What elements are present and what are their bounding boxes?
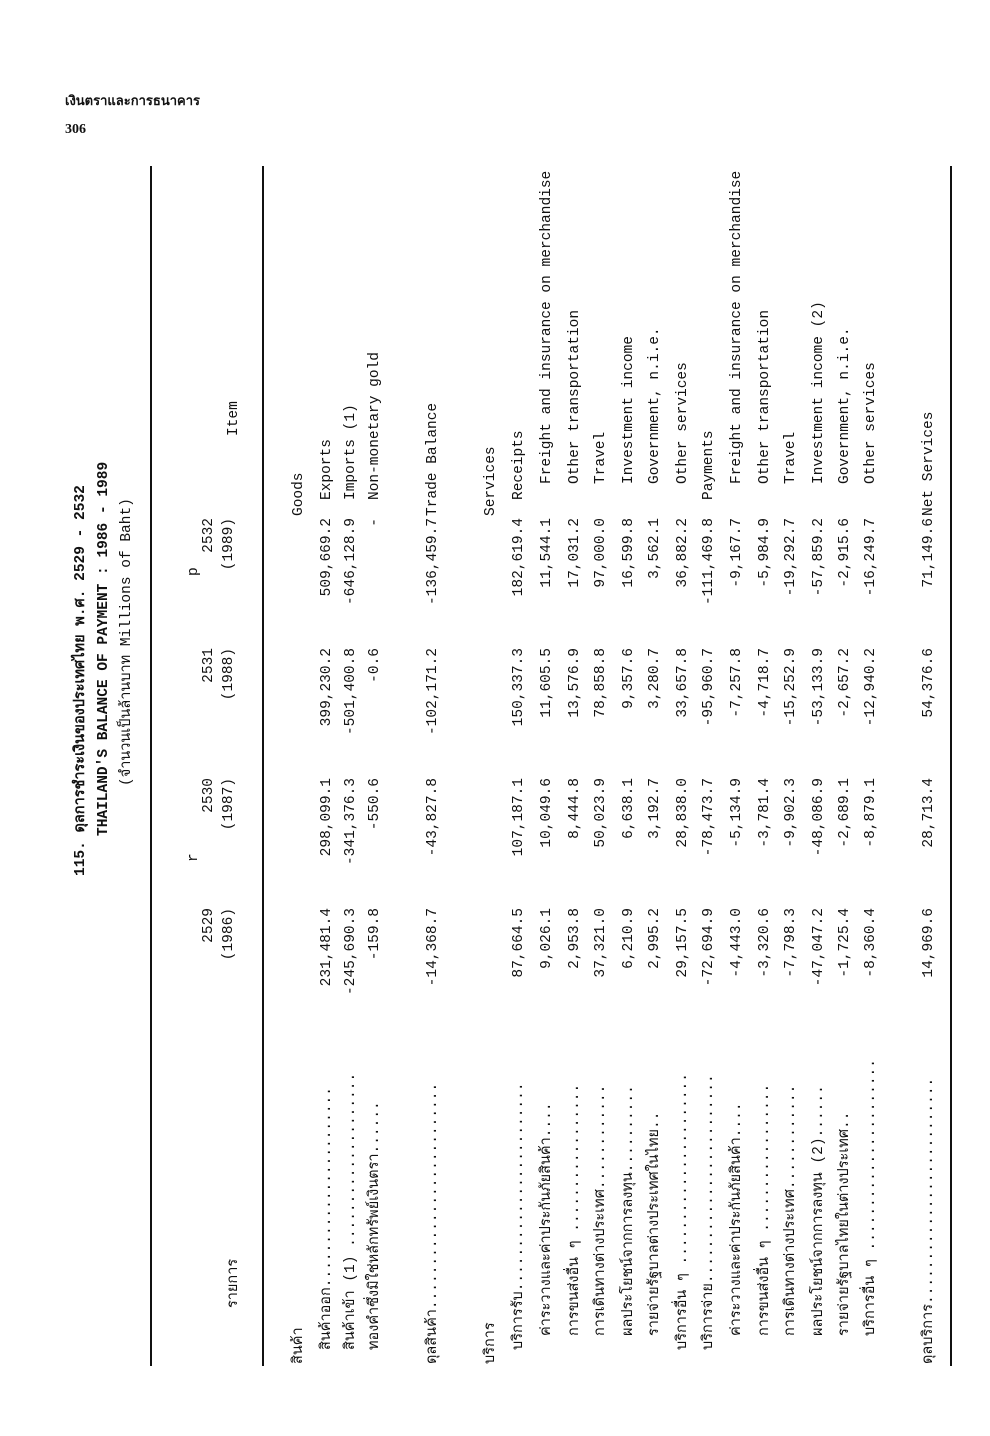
row-value: -7,257.8 <box>729 648 745 718</box>
row-value: 6,210.9 <box>621 908 637 969</box>
row-value: -47,047.2 <box>811 908 827 987</box>
row-label-en: Other services <box>863 362 879 484</box>
page-number: 306 <box>65 122 86 137</box>
row-value: 399,230.2 <box>319 648 335 727</box>
row-label-en: Freight and insurance on merchandise <box>729 170 745 484</box>
row-label-en: Government, n.i.e. <box>647 327 663 484</box>
row-value: -9,902.3 <box>783 778 799 848</box>
row-value: -48,086.9 <box>811 778 827 857</box>
row-value: 10,049.6 <box>539 778 555 848</box>
top-rule <box>150 166 152 1366</box>
year-ce-2: (1987) <box>221 778 237 831</box>
row-value: -4,718.7 <box>757 648 773 718</box>
row-value: -2,657.2 <box>837 648 853 718</box>
row-value: -15,252.9 <box>783 648 799 727</box>
row-label-en: Travel <box>593 431 609 484</box>
row-value: - <box>367 518 383 527</box>
row-value: 9,026.1 <box>539 908 555 969</box>
row-label-th: การเดินทางต่างประเทศ............ <box>783 1084 799 1336</box>
row-label-th: บริการอื่น ๆ ...................... <box>863 1059 879 1336</box>
row-label-en: Other transportation <box>757 309 773 484</box>
row-value: 3,562.1 <box>647 518 663 579</box>
row-value: -2,689.1 <box>837 778 853 848</box>
row-label-th: บริการอื่น ๆ ...................... <box>675 1073 691 1350</box>
row-label-en: Other services <box>675 362 691 484</box>
row-label-en: Payments <box>701 430 717 500</box>
row-value: -102,171.2 <box>425 648 441 736</box>
row-label-th: ผลประโยชน์จากการลงทุน (2)...... <box>811 1085 827 1336</box>
row-value: 50,023.9 <box>593 778 609 848</box>
row-value: 37,321.0 <box>593 908 609 978</box>
row-value: -0.6 <box>367 648 383 683</box>
row-label-th: ผลประโยชน์จากการลงทุน.......... <box>621 1085 637 1336</box>
row-value: -4,443.0 <box>729 908 745 978</box>
row-value: 2,995.2 <box>647 908 663 969</box>
row-label-th: รายจ่ายรัฐบาลต่างประเทศในไทย.. <box>647 1111 663 1336</box>
year-be-4: 2532 <box>201 518 217 553</box>
row-label-en: Travel <box>783 431 799 484</box>
row-value: 107,187.1 <box>511 778 527 857</box>
row-value: -8,360.4 <box>863 908 879 978</box>
row-value: -8,879.1 <box>863 778 879 848</box>
col-item-en: Item <box>226 401 242 436</box>
row-label-th: สินค้า <box>291 1327 307 1364</box>
row-label-th: สินค้าออก....................... <box>319 1087 335 1350</box>
row-value: -16,249.7 <box>863 518 879 597</box>
row-label-th: ค่าระวางและค่าประกันภัยสินค้า.... <box>729 1102 745 1336</box>
row-value: -43,827.8 <box>425 778 441 857</box>
row-label-th: ทองคำซึ่งมิใช่หลักทรัพย์เงินตรา...... <box>367 1101 383 1350</box>
row-value: 13,576.9 <box>567 648 583 718</box>
row-value: -5,984.9 <box>757 518 773 588</box>
row-value: -3,781.4 <box>757 778 773 848</box>
row-value: 298,099.1 <box>319 778 335 857</box>
row-value: 16,599.8 <box>621 518 637 588</box>
row-value: -111,469.8 <box>701 518 717 606</box>
row-value: 3,192.7 <box>647 778 663 839</box>
year-ce-3: (1988) <box>221 648 237 701</box>
row-label-th: บริการรับ........................ <box>511 1082 527 1350</box>
row-label-en: Services <box>483 446 499 516</box>
row-value: -3,320.6 <box>757 908 773 978</box>
row-label-th: บริการ <box>483 1322 499 1364</box>
year-be-2: 2530 <box>201 778 217 813</box>
row-label-th: ดุลสินค้า.......................... <box>425 1082 441 1364</box>
row-label-en: Goods <box>291 472 307 516</box>
row-value: 6,638.1 <box>621 778 637 839</box>
row-value: 11,544.1 <box>539 518 555 588</box>
row-value: 33,657.8 <box>675 648 691 718</box>
r-mark: r <box>186 853 202 862</box>
row-label-th: การขนส่งอื่น ๆ ................. <box>757 1083 773 1336</box>
row-value: 97,000.0 <box>593 518 609 588</box>
row-value: -7,798.3 <box>783 908 799 978</box>
row-label-th: ค่าระวางและค่าประกันภัยสินค้า.... <box>539 1102 555 1336</box>
row-value: -72,694.9 <box>701 908 717 987</box>
p-mark: p <box>186 567 202 576</box>
row-label-en: Investment income (2) <box>811 301 827 484</box>
row-value: 54,376.6 <box>921 648 937 718</box>
row-value: -5,134.9 <box>729 778 745 848</box>
row-label-en: Non-monetary gold <box>367 352 383 500</box>
row-value: 36,882.2 <box>675 518 691 588</box>
row-value: -550.6 <box>367 778 383 831</box>
row-value: 28,838.0 <box>675 778 691 848</box>
row-label-en: Other transportation <box>567 309 583 484</box>
year-be-3: 2531 <box>201 648 217 683</box>
row-value: 2,953.8 <box>567 908 583 969</box>
row-value: 8,444.8 <box>567 778 583 839</box>
row-value: 78,858.8 <box>593 648 609 718</box>
row-label-en: Investment income <box>621 336 637 484</box>
row-value: -136,459.7 <box>425 518 441 606</box>
row-value: -159.8 <box>367 908 383 961</box>
row-value: -19,292.7 <box>783 518 799 597</box>
row-value: -14,368.7 <box>425 908 441 987</box>
row-value: 509,669.2 <box>319 518 335 597</box>
row-label-en: Net Services <box>921 411 937 516</box>
rotated-table <box>0 136 990 1436</box>
row-value: 182,619.4 <box>511 518 527 597</box>
page-header-title: เงินตราและการธนาคาร <box>65 94 200 109</box>
row-label-en: Receipts <box>511 430 527 500</box>
row-value: -78,473.7 <box>701 778 717 857</box>
row-value: 17,031.2 <box>567 518 583 588</box>
row-value: -9,167.7 <box>729 518 745 588</box>
row-value: 28,713.4 <box>921 778 937 848</box>
row-value: 150,337.3 <box>511 648 527 727</box>
row-label-en: Freight and insurance on merchandise <box>539 170 555 484</box>
row-value: -57,859.2 <box>811 518 827 597</box>
row-value: 11,605.5 <box>539 648 555 718</box>
bottom-rule <box>950 166 952 1366</box>
row-value: -53,133.9 <box>811 648 827 727</box>
row-label-th: บริการจ่าย........................ <box>701 1074 717 1350</box>
row-value: -341,376.3 <box>343 778 359 866</box>
row-value: 14,969.6 <box>921 908 937 978</box>
year-ce-1: (1986) <box>221 908 237 961</box>
year-ce-4: (1989) <box>221 518 237 571</box>
row-value: -12,940.2 <box>863 648 879 727</box>
row-value: -1,725.4 <box>837 908 853 978</box>
row-label-th: สินค้าเข้า (1) .................... <box>343 1072 359 1350</box>
row-label-th: การขนส่งอื่น ๆ ................. <box>567 1083 583 1336</box>
row-label-th: รายจ่ายรัฐบาลไทยในต่างประเทศ.. <box>837 1111 853 1336</box>
table-title-en: THAILAND'S BALANCE OF PAYMENT : 1986 - 1989 <box>96 461 112 836</box>
row-value: -501,400.8 <box>343 648 359 736</box>
col-item-th: รายการ <box>226 1258 242 1308</box>
row-value: -95,960.7 <box>701 648 717 727</box>
row-value: 71,149.6 <box>921 518 937 588</box>
row-label-en: Government, n.i.e. <box>837 327 853 484</box>
year-be-1: 2529 <box>201 908 217 943</box>
row-label-th: ดุลบริการ.......................... <box>921 1077 937 1364</box>
table-title-th: 115. ดุลการชำระเงินของประเทศไทย พ.ศ. 2529 - 2532 <box>73 485 89 876</box>
table-unit: (จำนวนเป็นล้านบาท Millions of Baht) <box>119 498 135 786</box>
row-value: -2,915.6 <box>837 518 853 588</box>
header-rule <box>262 166 264 1366</box>
row-value: -646,128.9 <box>343 518 359 606</box>
row-value: 231,481.4 <box>319 908 335 987</box>
row-value: 87,664.5 <box>511 908 527 978</box>
row-value: 29,157.5 <box>675 908 691 978</box>
row-value: 9,357.6 <box>621 648 637 709</box>
row-label-th: การเดินทางต่างประเทศ............ <box>593 1084 609 1336</box>
row-label-en: Exports <box>319 439 335 500</box>
row-label-en: Trade Balance <box>425 402 441 516</box>
row-label-en: Imports (1) <box>343 404 359 500</box>
row-value: -245,690.3 <box>343 908 359 996</box>
row-value: 3,280.7 <box>647 648 663 709</box>
